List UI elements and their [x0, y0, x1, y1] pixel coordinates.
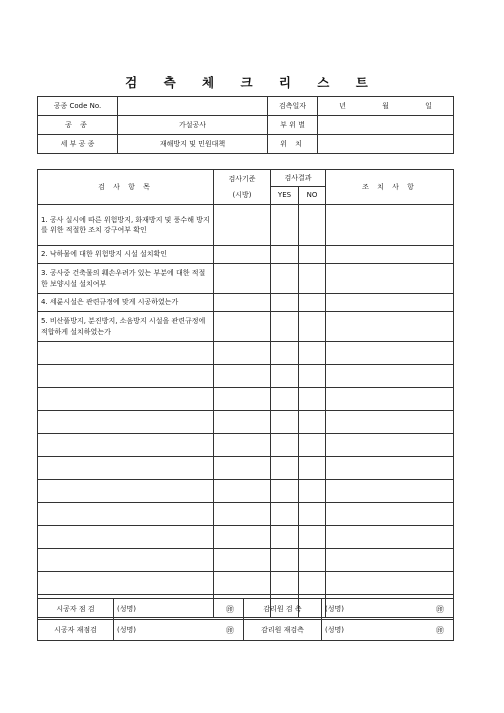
date-year: 년 [339, 102, 346, 110]
table-row [38, 246, 454, 264]
table-row [38, 549, 454, 572]
no-cell[interactable] [299, 526, 326, 549]
contractor-inspect-label: 시공자 점 검 [38, 599, 114, 620]
yes-cell[interactable] [271, 342, 299, 365]
no-cell[interactable] [299, 312, 326, 342]
standard-cell[interactable] [214, 480, 271, 503]
seal-icon: ㊞ [226, 625, 234, 635]
table-row [38, 457, 454, 480]
date-label: 검측일자 [268, 97, 318, 116]
yes-cell[interactable] [271, 572, 299, 595]
no-cell[interactable] [299, 411, 326, 434]
supervisor-reinspect-label: 감리원 재검측 [244, 620, 322, 641]
table-row [38, 365, 454, 388]
no-cell[interactable] [299, 205, 326, 246]
table-row [38, 388, 454, 411]
date-month: 월 [382, 102, 389, 110]
standard-cell[interactable] [214, 264, 271, 294]
contractor-reinspect-signature[interactable] [114, 620, 244, 641]
table-row [38, 312, 454, 342]
table-row [38, 480, 454, 503]
action-cell[interactable] [326, 264, 454, 294]
no-cell[interactable] [299, 480, 326, 503]
check-item: 1. 공사 실시에 따른 위험방지, 화재방지 및 풍수해 방지를 위한 적절한 조치 강구여부 확인 [38, 205, 214, 246]
action-cell[interactable] [326, 365, 454, 388]
action-cell[interactable] [326, 549, 454, 572]
location-value[interactable] [318, 135, 454, 154]
standard-cell[interactable] [214, 572, 271, 595]
yes-cell[interactable] [271, 365, 299, 388]
subwork-value[interactable]: 재해방지 및 민원대책 [118, 135, 268, 154]
yes-cell[interactable] [271, 457, 299, 480]
yes-cell[interactable] [271, 434, 299, 457]
no-cell[interactable] [299, 572, 326, 595]
standard-cell[interactable] [214, 342, 271, 365]
page-title: 검 측 체 크 리 스 트 [125, 75, 379, 90]
yes-cell[interactable] [271, 411, 299, 434]
col-standard-header [214, 170, 271, 205]
standard-cell[interactable] [214, 294, 271, 312]
item-cell[interactable] [38, 365, 214, 388]
action-cell[interactable] [326, 526, 454, 549]
action-cell[interactable] [326, 312, 454, 342]
yes-cell[interactable] [271, 388, 299, 411]
table-row [38, 434, 454, 457]
action-cell[interactable] [326, 572, 454, 595]
no-cell[interactable] [299, 246, 326, 264]
action-cell[interactable] [326, 388, 454, 411]
item-cell[interactable] [38, 503, 214, 526]
yes-cell[interactable] [271, 480, 299, 503]
col-item-header: 검 사 항 목 [38, 170, 214, 205]
item-cell[interactable] [38, 411, 214, 434]
no-cell[interactable] [299, 434, 326, 457]
part-value[interactable] [318, 116, 454, 135]
supervisor-inspect-label: 감리원 검 측 [244, 599, 322, 620]
name-placeholder: (성명) [325, 604, 344, 613]
action-cell[interactable] [326, 246, 454, 264]
date-value[interactable] [318, 97, 454, 116]
table-row [38, 411, 454, 434]
no-cell[interactable] [299, 457, 326, 480]
standard-cell[interactable] [214, 388, 271, 411]
action-cell[interactable] [326, 503, 454, 526]
item-cell[interactable] [38, 342, 214, 365]
subwork-label: 세 부 공 종 [38, 135, 118, 154]
seal-icon: ㊞ [226, 604, 234, 614]
code-value[interactable] [118, 97, 268, 116]
col-action-header: 조 치 사 항 [326, 170, 454, 205]
date-day: 일 [425, 102, 432, 110]
location-label: 위 치 [268, 135, 318, 154]
table-row [38, 264, 454, 294]
check-item: 5. 비산풀방지, 분진방지, 소음방지 시설을 관련규정에 적합하게 설치하였는가 [38, 312, 214, 342]
col-standard-line1: 검사기준 [228, 175, 256, 183]
supervisor-reinspect-signature[interactable] [322, 620, 454, 641]
name-placeholder: (성명) [325, 625, 344, 634]
check-item: 3. 공사중 건축물의 훼손우려가 있는 부분에 대한 적절한 보양시설 설치여부 [38, 264, 214, 294]
item-cell[interactable] [38, 388, 214, 411]
contractor-inspect-signature[interactable] [114, 599, 244, 620]
no-cell[interactable] [299, 549, 326, 572]
standard-cell[interactable] [214, 457, 271, 480]
no-cell[interactable] [299, 503, 326, 526]
checklist-table [37, 169, 454, 618]
name-placeholder: (성명) [117, 625, 136, 634]
col-yes-header: YES [271, 186, 299, 204]
action-cell[interactable] [326, 434, 454, 457]
yes-cell[interactable] [271, 264, 299, 294]
col-standard-line2: (시방) [232, 191, 252, 199]
standard-cell[interactable] [214, 526, 271, 549]
item-cell[interactable] [38, 457, 214, 480]
action-cell[interactable] [326, 457, 454, 480]
yes-cell[interactable] [271, 549, 299, 572]
action-cell[interactable] [326, 205, 454, 246]
no-cell[interactable] [299, 294, 326, 312]
item-cell[interactable] [38, 549, 214, 572]
yes-cell[interactable] [271, 526, 299, 549]
item-cell[interactable] [38, 434, 214, 457]
no-cell[interactable] [299, 388, 326, 411]
seal-icon: ㊞ [436, 604, 444, 614]
check-item: 4. 세륜시설은 관련규정에 맞게 시공하였는가 [38, 294, 214, 312]
part-label: 부 위 별 [268, 116, 318, 135]
standard-cell[interactable] [214, 549, 271, 572]
no-cell[interactable] [299, 365, 326, 388]
table-row [38, 342, 454, 365]
name-placeholder: (성명) [117, 604, 136, 613]
yes-cell[interactable] [271, 205, 299, 246]
contractor-reinspect-label: 시공자 재점검 [38, 620, 114, 641]
standard-cell[interactable] [214, 365, 271, 388]
standard-cell[interactable] [214, 312, 271, 342]
table-row [38, 205, 454, 246]
standard-cell[interactable] [214, 434, 271, 457]
standard-cell[interactable] [214, 246, 271, 264]
item-cell[interactable] [38, 480, 214, 503]
header-table [37, 96, 454, 154]
table-row [38, 572, 454, 595]
seal-icon: ㊞ [436, 625, 444, 635]
action-cell[interactable] [326, 411, 454, 434]
standard-cell[interactable] [214, 411, 271, 434]
work-type-label: 공 종 [38, 116, 118, 135]
yes-cell[interactable] [271, 312, 299, 342]
check-item: 2. 낙하물에 대한 위험방지 시설 설치확인 [38, 246, 214, 264]
col-result-header: 검사결과 [271, 170, 326, 187]
standard-cell[interactable] [214, 503, 271, 526]
yes-cell[interactable] [271, 246, 299, 264]
item-cell[interactable] [38, 526, 214, 549]
table-row [38, 503, 454, 526]
table-row [38, 294, 454, 312]
no-cell[interactable] [299, 264, 326, 294]
standard-cell[interactable] [214, 205, 271, 246]
action-cell[interactable] [326, 342, 454, 365]
action-cell[interactable] [326, 480, 454, 503]
no-cell[interactable] [299, 342, 326, 365]
signature-table [37, 598, 454, 641]
col-no-header: NO [299, 186, 326, 204]
code-label: 공종 Code No. [38, 97, 118, 116]
yes-cell[interactable] [271, 294, 299, 312]
table-row [38, 526, 454, 549]
work-type-value[interactable]: 가설공사 [118, 116, 268, 135]
supervisor-inspect-signature[interactable] [322, 599, 454, 620]
yes-cell[interactable] [271, 503, 299, 526]
action-cell[interactable] [326, 294, 454, 312]
item-cell[interactable] [38, 572, 214, 595]
